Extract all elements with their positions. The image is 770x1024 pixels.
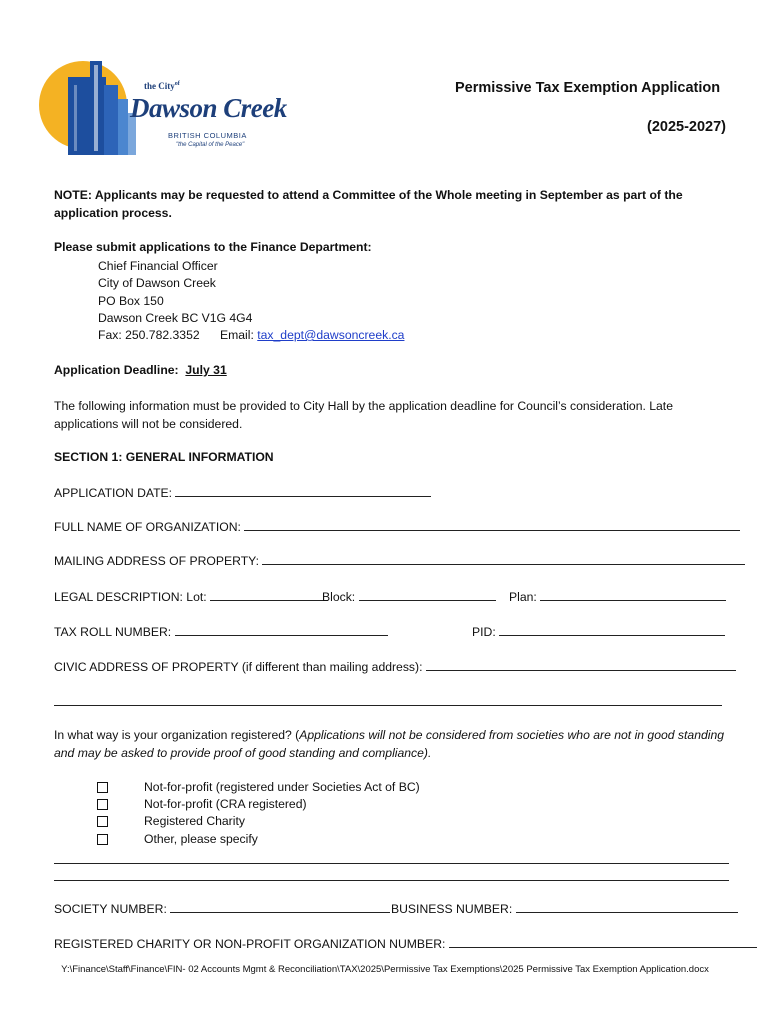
- checkbox-not-for-profit-societies[interactable]: [97, 782, 108, 793]
- tax-roll-row: [54, 624, 388, 639]
- checkbox-not-for-profit-cra[interactable]: [97, 799, 108, 810]
- charity-number-row: [54, 936, 757, 951]
- pid-field[interactable]: [499, 624, 725, 636]
- checkbox-other[interactable]: [97, 834, 108, 845]
- mailing-address-row: [54, 553, 745, 568]
- application-date-field[interactable]: [175, 485, 431, 497]
- logo-name: Dawson Creek: [130, 93, 287, 123]
- email-link[interactable]: tax_dept@dawsoncreek.ca: [257, 328, 405, 342]
- submit-heading: Please submit applications to the Finance Department:: [54, 240, 372, 254]
- block-field[interactable]: [359, 589, 496, 601]
- block-row: [322, 589, 496, 604]
- logo-tagline: "the Capital of the Peace": [176, 142, 245, 148]
- page-years: (2025-2027): [647, 119, 726, 135]
- mailing-address-label: MAILING ADDRESS OF PROPERTY:: [54, 554, 259, 568]
- address-line: PO Box 150: [98, 294, 164, 308]
- full-name-field[interactable]: [244, 519, 740, 531]
- address-line: City of Dawson Creek: [98, 276, 216, 290]
- charity-number-field[interactable]: [449, 936, 757, 948]
- society-number-field[interactable]: [170, 901, 390, 913]
- plan-row: [509, 589, 726, 604]
- full-name-label: FULL NAME OF ORGANIZATION:: [54, 520, 241, 534]
- society-number-label: SOCIETY NUMBER:: [54, 902, 167, 916]
- footer-file-path: Y:\Finance\Staff\Finance\FIN- 02 Accounts Mgmt & Reconciliation\TAX\2025\Permissive Tax Exemptions\2025 Permissive Tax Exemption Application.docx: [61, 964, 709, 975]
- lot-label: LEGAL DESCRIPTION: Lot:: [54, 590, 207, 604]
- legal-description-row: [54, 589, 328, 604]
- civic-address-field-line2[interactable]: [54, 694, 722, 706]
- email-label: Email:: [219, 328, 254, 342]
- tax-roll-field[interactable]: [175, 624, 388, 636]
- lot-field[interactable]: [210, 589, 328, 601]
- tax-roll-label: TAX ROLL NUMBER:: [54, 625, 172, 639]
- mailing-address-field[interactable]: [262, 553, 745, 565]
- option-label: Not-for-profit (registered under Societies Act of BC): [144, 780, 420, 794]
- plan-label: Plan:: [509, 590, 537, 604]
- intro-text: The following information must be provided to City Hall by the application deadline for Council’s consideration. Late applications will not be considered.: [54, 399, 673, 431]
- charity-number-label: REGISTERED CHARITY OR NON-PROFIT ORGANIZATION NUMBER:: [54, 937, 446, 951]
- contact-line: [98, 327, 404, 345]
- civic-address-row: [54, 659, 736, 674]
- other-specify-field-line2[interactable]: [54, 869, 729, 881]
- full-name-row: [54, 519, 740, 534]
- deadline: [54, 363, 227, 377]
- section-heading: SECTION 1: GENERAL INFORMATION: [54, 450, 274, 464]
- deadline-label: Application Deadline:: [54, 363, 179, 377]
- option-label: Other, please specify: [144, 832, 258, 846]
- note-text: NOTE: Applicants may be requested to attend a Committee of the Whole meeting in September as part of the application process.: [54, 188, 683, 220]
- deadline-date: July 31: [185, 363, 227, 377]
- option-label: Registered Charity: [144, 814, 245, 828]
- application-date-row: [54, 485, 431, 500]
- business-number-field[interactable]: [516, 901, 738, 913]
- registration-question: In what way is your organization registered? (Applications will not be considered from societies who are not in good standing and may be asked to provide proof of good standing and compliance).: [54, 728, 725, 760]
- logo-the-city: the City$^{of}$: [144, 81, 180, 91]
- address-line: Chief Financial Officer: [98, 259, 218, 273]
- pid-label: PID:: [472, 625, 496, 639]
- fax-text: Fax: 250.782.3352: [98, 328, 200, 342]
- business-number-row: [391, 901, 738, 916]
- civic-address-field[interactable]: [426, 659, 736, 671]
- civic-address-label: CIVIC ADDRESS OF PROPERTY (if different than mailing address):: [54, 660, 423, 674]
- checkbox-registered-charity[interactable]: [97, 816, 108, 827]
- address-line: Dawson Creek BC V1G 4G4: [98, 311, 253, 325]
- block-label: Block:: [322, 590, 356, 604]
- logo-province: BRITISH COLUMBIA: [168, 131, 247, 140]
- page-title: Permissive Tax Exemption Application: [455, 80, 721, 96]
- option-label: Not-for-profit (CRA registered): [144, 797, 307, 811]
- application-date-label: APPLICATION DATE:: [54, 486, 173, 500]
- other-specify-field-line1[interactable]: [54, 852, 729, 864]
- pid-row: [472, 624, 725, 639]
- city-logo: [38, 55, 290, 159]
- plan-field[interactable]: [540, 589, 726, 601]
- society-number-row: [54, 901, 390, 916]
- business-number-label: BUSINESS NUMBER:: [391, 902, 513, 916]
